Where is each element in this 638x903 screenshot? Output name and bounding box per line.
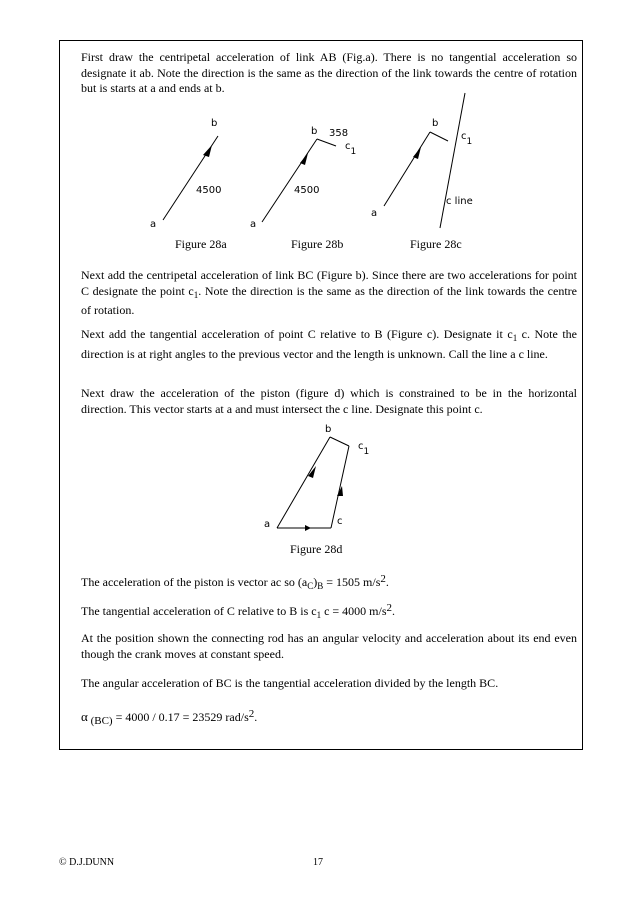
label-a: a <box>264 519 271 530</box>
label-a: a <box>150 219 157 230</box>
footer-author: © D.J.DUNN <box>59 857 115 868</box>
paragraph-tangential-c: Next add the tangential acceleration of point C relative to B (Figure c). Designate it $c_1$ c. Note the direction is at right angles to the previous vector and the length is unknown. Call the line a c line. <box>81 327 577 361</box>
label-c-line: c line <box>446 196 473 207</box>
caption-figure-28a: Figure 28a <box>175 237 227 251</box>
label-c: c1 <box>461 131 473 147</box>
vector-bc1-line <box>330 437 349 446</box>
label-b: b <box>211 118 218 129</box>
label-a: a <box>250 219 257 230</box>
label-b: b <box>311 126 318 137</box>
label-value: 4500 <box>196 185 222 196</box>
label-a: a <box>371 208 378 219</box>
arrowhead <box>305 525 311 531</box>
paragraph-piston: Next draw the acceleration of the piston (figure d) which is constrained to be in the horizontal direction. This vector starts at a and must intersect the c line. Designate this point c. <box>81 386 577 416</box>
label-c1: c1 <box>358 441 370 457</box>
label-b: b <box>432 118 439 129</box>
label-value: 4500 <box>294 185 320 196</box>
paragraph-piston-acceleration: The acceleration of the piston is vector ac so $(a_C)_B = 1505$ m/s2. <box>81 573 389 591</box>
paragraph-angular-acceleration: The angular acceleration of BC is the tangential acceleration divided by the length BC. <box>81 676 499 690</box>
label-b: b <box>325 424 332 435</box>
paragraph-centripetal-ab: First draw the centripetal acceleration of link AB (Fig.a). There is no tangential acceleration so designate it ab. Note the direction is the same as the direction of the link towards the centre of rotation but is starts at a and ends at b. <box>81 50 577 95</box>
caption-figure-28c: Figure 28c <box>410 237 462 251</box>
footer-page-number: 17 <box>313 857 323 868</box>
equation-alpha-bc: α (BC) = 4000 / 0.17 = 23529 rad/s2. <box>81 708 258 727</box>
caption-figure-28d: Figure 28d <box>290 542 343 556</box>
paragraph-tangential-value: The tangential acceleration of C relative to B is $c_1$ c = 4000 m/s2. <box>81 602 396 620</box>
vector-ab-line <box>277 437 330 528</box>
caption-figure-28b: Figure 28b <box>291 237 344 251</box>
label-c: c1 <box>345 141 357 157</box>
paragraph-angular-velocity: At the position shown the connecting rod has an angular velocity and acceleration about its end even though the crank moves at constant speed. <box>81 631 577 661</box>
paragraph-centripetal-bc: Next add the centripetal acceleration of link BC (Figure b). Since there are two accelerations for point C designate the point $c_1$. Note the direction is the same as the direction of the link towards the centre of rotation. <box>81 268 577 317</box>
label-c: c <box>337 516 343 527</box>
label-value-bc: 358 <box>329 128 349 139</box>
